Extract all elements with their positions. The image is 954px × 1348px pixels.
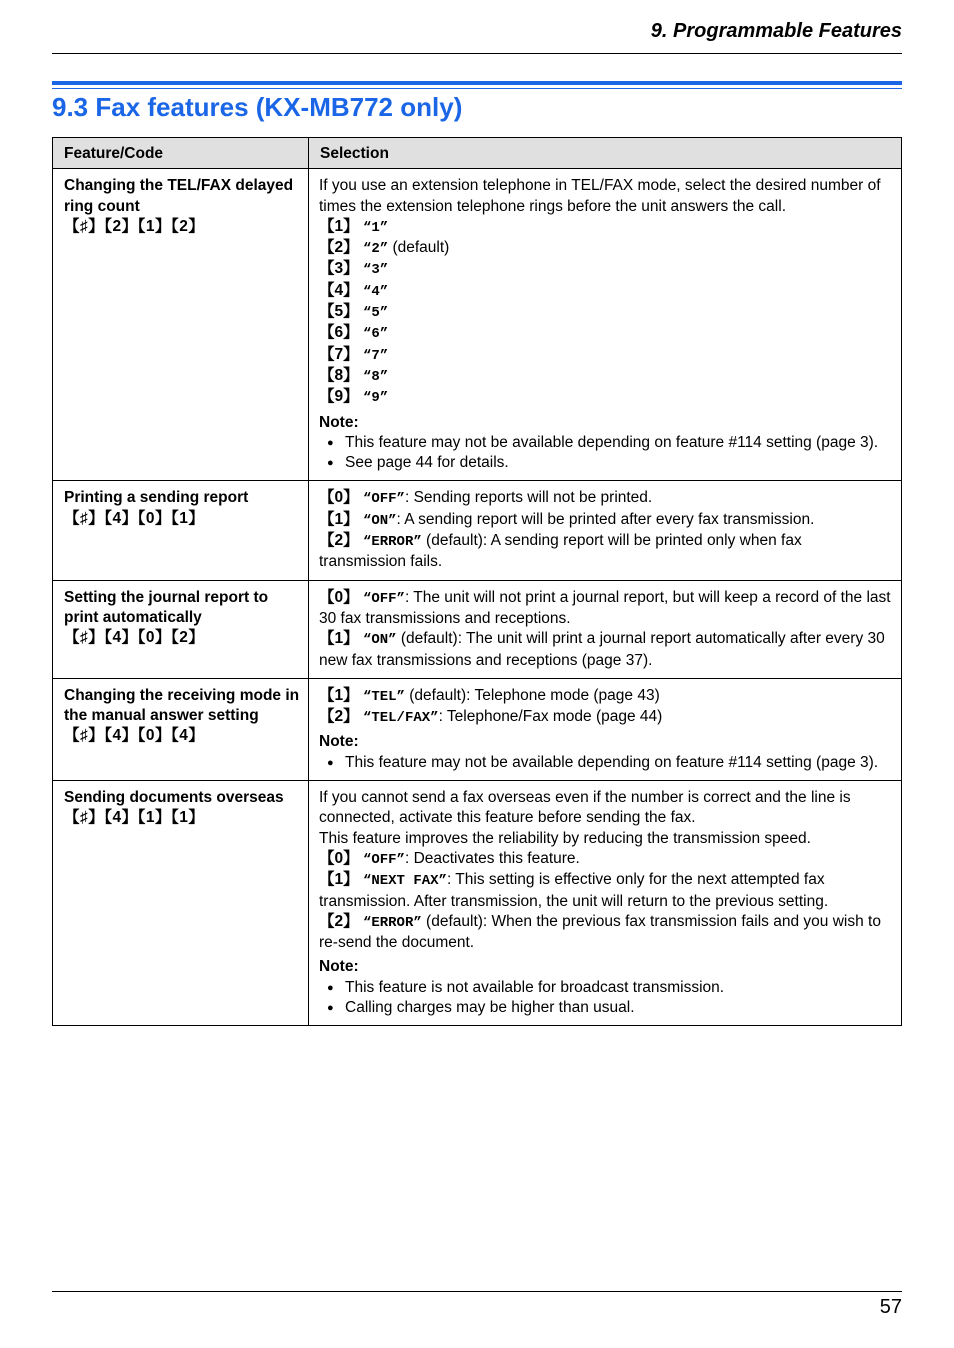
selection-cell <box>309 781 902 1026</box>
selection-intro-2: This feature improves the reliability by reducing the transmission speed. <box>319 829 811 847</box>
feature-name: Changing the receiving mode in the manual answer setting <box>64 686 300 725</box>
option-value: “9” <box>362 390 389 407</box>
feature-name: Sending documents overseas <box>64 789 284 807</box>
selection-option <box>319 217 891 238</box>
feature-code: 【♯】【4】【1】【1】 <box>64 809 205 827</box>
selection-option <box>319 366 891 387</box>
note-item: ● Calling charges may be higher than usual. <box>319 998 891 1018</box>
option-value: “TEL” <box>362 688 405 705</box>
option-key: 【0】 <box>319 588 359 606</box>
selection-option <box>319 707 891 728</box>
footer-rule <box>52 1291 902 1292</box>
option-text: (default): The unit will print a journal report automatically after every 30 new fax transmissions and receptions (page 37). <box>319 630 885 669</box>
selection-option <box>319 238 891 259</box>
selection-option <box>319 345 891 366</box>
option-value: “OFF” <box>362 590 405 607</box>
table-row <box>53 580 902 678</box>
selection-cell <box>309 580 902 678</box>
option-key: 【7】 <box>319 345 359 363</box>
table-row <box>53 481 902 580</box>
column-header-feature: Feature/Code <box>53 138 309 169</box>
option-text: : Deactivates this feature. <box>404 849 580 867</box>
selection-cell <box>309 169 902 481</box>
table-row <box>53 781 902 1026</box>
feature-cell <box>53 781 309 1026</box>
selection-cell <box>309 481 902 580</box>
option-text: : Sending reports will not be printed. <box>404 489 653 507</box>
option-text: (default): Telephone mode (page 43) <box>404 686 660 704</box>
option-value: “4” <box>362 283 389 300</box>
note-heading: Note: <box>319 413 359 431</box>
feature-name: Printing a sending report <box>64 489 249 507</box>
option-text: (default): A sending report will be printed only when fax transmission fails. <box>319 532 802 571</box>
note-item: ● See page 44 for details. <box>319 453 891 473</box>
option-value: “ERROR” <box>362 534 422 551</box>
feature-cell <box>53 481 309 580</box>
option-text: (default): When the previous fax transmission fails and you wish to re-send the document. <box>319 912 881 952</box>
option-value: “6” <box>362 326 389 343</box>
section-rule-thick <box>52 81 902 85</box>
option-value: “5” <box>362 305 389 322</box>
selection-option <box>319 281 891 302</box>
header-rule <box>52 53 902 54</box>
option-key: 【2】 <box>319 239 359 257</box>
note-heading: Note: <box>319 958 359 976</box>
note-item: ● This feature is not available for broadcast transmission. <box>319 978 891 998</box>
selection-cell <box>309 678 902 780</box>
feature-cell <box>53 580 309 678</box>
column-header-selection: Selection <box>309 138 902 169</box>
option-key: 【5】 <box>319 303 359 321</box>
note-list <box>319 433 891 474</box>
note-list <box>319 753 891 773</box>
option-value: “7” <box>362 347 389 364</box>
selection-option <box>319 323 891 344</box>
option-text: : Telephone/Fax mode (page 44) <box>438 708 663 726</box>
selection-intro: If you cannot send a fax overseas even if the number is correct and the line is connected, activate this feature before sending the fax. <box>319 789 851 827</box>
table-row <box>53 169 902 481</box>
feature-name: Changing the TEL/FAX delayed ring count <box>64 177 294 215</box>
selection-option <box>319 531 891 573</box>
page-number: 57 <box>879 1296 902 1318</box>
option-value: “ERROR” <box>362 914 422 931</box>
note-heading: Note: <box>319 733 359 751</box>
selection-option <box>319 629 891 671</box>
selection-option <box>319 510 891 531</box>
selection-option <box>319 588 891 630</box>
option-value: “NEXT FAX” <box>362 873 447 890</box>
option-key: 【2】 <box>319 532 359 550</box>
option-value: “3” <box>362 262 389 279</box>
section-rule-thin <box>52 88 902 89</box>
feature-cell <box>53 169 309 481</box>
selection-option <box>319 302 891 323</box>
option-text: : A sending report will be printed after every fax transmission. <box>396 510 815 528</box>
option-text: : This setting is effective only for the next attempted fax transmission. After transmission, the unit will return to the previous setting. <box>319 871 829 910</box>
option-value: “1” <box>362 219 389 236</box>
option-key: 【3】 <box>319 260 359 278</box>
option-key: 【8】 <box>319 366 359 384</box>
selection-option <box>319 912 891 954</box>
option-value: “ON” <box>362 512 397 529</box>
option-value: “TEL/FAX” <box>362 710 439 727</box>
option-key: 【9】 <box>319 388 359 406</box>
table-body <box>53 169 902 1026</box>
option-key: 【2】 <box>319 912 359 930</box>
option-key: 【1】 <box>319 686 359 704</box>
table-header-row <box>53 138 902 169</box>
section-title: 9.3 Fax features (KX-MB772 only) <box>52 92 463 122</box>
feature-table <box>52 137 902 1026</box>
option-key: 【4】 <box>319 281 359 299</box>
feature-code: 【♯】【4】【0】【4】 <box>64 727 205 745</box>
option-key: 【1】 <box>319 630 359 648</box>
option-key: 【2】 <box>319 708 359 726</box>
feature-code: 【♯】【4】【0】【2】 <box>64 629 205 647</box>
selection-option <box>319 870 891 912</box>
note-item: ● This feature may not be available depending on feature #114 setting (page 3). <box>319 433 891 453</box>
option-value: “8” <box>362 368 389 385</box>
selection-intro: If you use an extension telephone in TEL/FAX mode, select the desired number of times the extension telephone rings before the unit answers the call. <box>319 177 881 215</box>
option-key: 【1】 <box>319 510 359 528</box>
selection-option <box>319 259 891 280</box>
option-key: 【0】 <box>319 849 359 867</box>
selection-option <box>319 488 891 509</box>
option-text: (default) <box>388 239 450 257</box>
selection-option <box>319 686 891 707</box>
table-row <box>53 678 902 780</box>
chapter-title: 9. Programmable Features <box>650 20 902 42</box>
option-value: “ON” <box>362 632 397 649</box>
option-key: 【1】 <box>319 217 359 235</box>
feature-name: Setting the journal report to print automatically <box>64 588 269 626</box>
note-list <box>319 978 891 1019</box>
selection-option <box>319 849 891 870</box>
feature-code: 【♯】【4】【0】【1】 <box>64 509 205 527</box>
option-key: 【0】 <box>319 489 359 507</box>
feature-code: 【♯】【2】【1】【2】 <box>64 217 205 235</box>
option-value: “OFF” <box>362 851 405 868</box>
option-text: : The unit will not print a journal report, but will keep a record of the last 30 fax transmissions and receptions. <box>319 588 891 627</box>
selection-option <box>319 387 891 408</box>
option-value: “OFF” <box>362 491 405 508</box>
note-item: ● This feature may not be available depending on feature #114 setting (page 3). <box>319 753 891 773</box>
feature-cell <box>53 678 309 780</box>
option-key: 【1】 <box>319 871 359 889</box>
option-key: 【6】 <box>319 324 359 342</box>
option-value: “2” <box>362 241 389 258</box>
